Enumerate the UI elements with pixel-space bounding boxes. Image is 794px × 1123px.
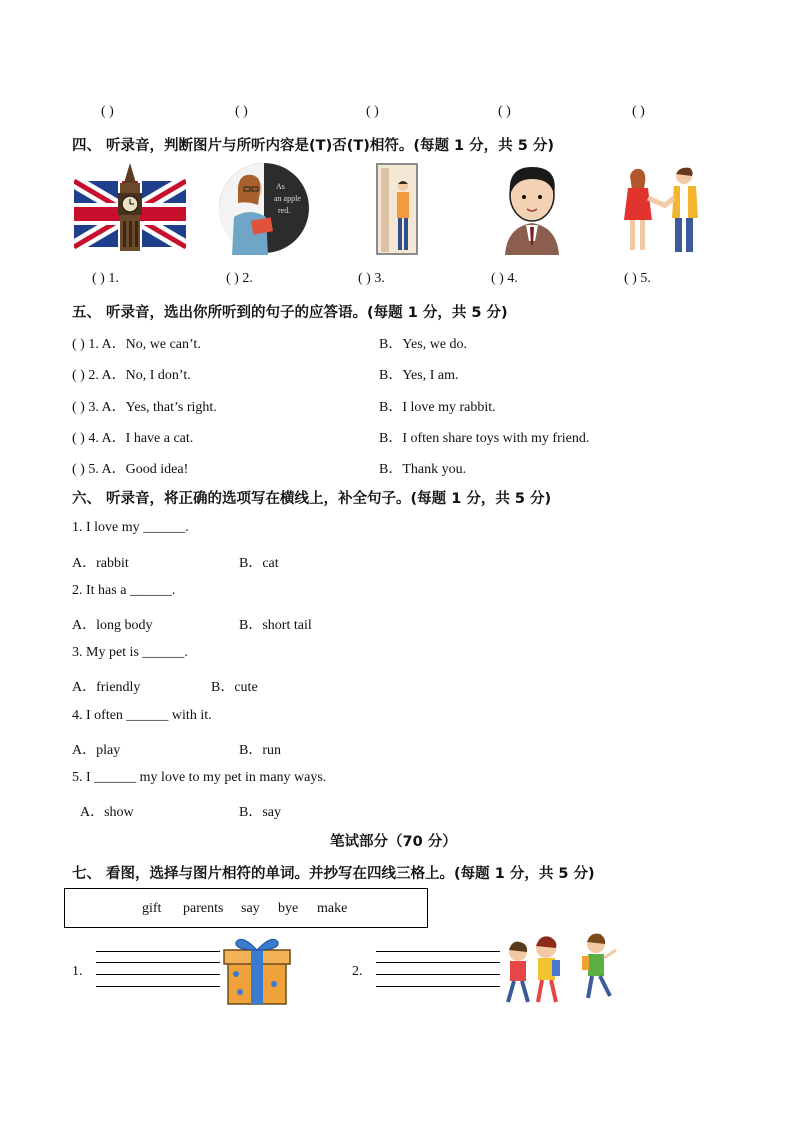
s5-item-4-question: ( ) 4. A．I have a cat. — [72, 431, 194, 446]
s5-item-2-option-b: B．Yes, I am. — [379, 368, 459, 383]
s6-option-a-5: A．show — [80, 805, 134, 820]
four-line-2a — [376, 951, 500, 952]
s6-sentence-5: 5. I ______ my love to my pet in many ways. — [72, 770, 327, 785]
s4-answer-4: ( ) 4. — [491, 271, 518, 286]
man-at-door-image — [375, 162, 419, 256]
s7-item-1-label: 1. — [72, 964, 83, 979]
s5-item-5-option-b: B．Thank you. — [379, 462, 467, 477]
teacher-image — [218, 161, 310, 255]
boy-in-suit-image — [499, 161, 565, 255]
section7-title: 七、 看图，选择与图片相符的单词。并抄写在四线三格上。(每题 1 分，共 5 分) — [72, 866, 595, 882]
s6-option-a-2: A．long body — [72, 618, 153, 633]
s5-item-2-question: ( ) 2. A．No, I don’t. — [72, 368, 191, 383]
board-text-2: an apple — [274, 194, 301, 203]
four-line-1b — [96, 962, 220, 963]
section5-title: 五、 听录音，选出你所听到的句子的应答语。(每题 1 分，共 5 分) — [72, 305, 508, 321]
word-bank-word-4: bye — [278, 901, 299, 916]
written-part-heading: 笔试部分（70 分） — [330, 834, 457, 850]
uk-flag-bigben-image — [74, 163, 186, 255]
top-paren-5: ( ) — [632, 104, 645, 119]
s6-option-b-5: B．say — [239, 805, 281, 820]
s5-item-3-option-b: B．I love my rabbit. — [379, 400, 496, 415]
s6-sentence-1: 1. I love my ______. — [72, 520, 189, 535]
board-text-3: red. — [278, 206, 291, 215]
s6-option-a-4: A．play — [72, 743, 121, 758]
s4-answer-3: ( ) 3. — [358, 271, 385, 286]
top-paren-1: ( ) — [101, 104, 114, 119]
word-bank-box — [64, 888, 428, 928]
s6-sentence-2: 2. It has a ______. — [72, 583, 176, 598]
s6-option-a-3: A．friendly — [72, 680, 141, 695]
s5-item-5-question: ( ) 5. A．Good idea! — [72, 462, 189, 477]
word-bank-word-3: say — [241, 901, 260, 916]
s4-answer-1: ( ) 1. — [92, 271, 119, 286]
s6-option-a-1: A．rabbit — [72, 556, 129, 571]
four-line-1c — [96, 974, 220, 975]
four-line-1d — [96, 986, 220, 987]
s5-item-3-question: ( ) 3. A．Yes, that’s right. — [72, 400, 217, 415]
gift-box-image — [222, 934, 292, 1006]
section6-title: 六、 听录音，将正确的选项写在横线上，补全句子。(每题 1 分，共 5 分) — [72, 491, 552, 507]
top-paren-4: ( ) — [498, 104, 511, 119]
s5-item-4-option-b: B．I often share toys with my friend. — [379, 431, 590, 446]
top-paren-3: ( ) — [366, 104, 379, 119]
s6-sentence-3: 3. My pet is ______. — [72, 645, 188, 660]
s4-answer-2: ( ) 2. — [226, 271, 253, 286]
four-line-2c — [376, 974, 500, 975]
top-paren-2: ( ) — [235, 104, 248, 119]
four-line-2b — [376, 962, 500, 963]
s7-item-2-label: 2. — [352, 964, 363, 979]
section4-title: 四、 听录音，判断图片与所听内容是(T)否(T)相符。(每题 1 分，共 5 分) — [72, 138, 554, 154]
s6-sentence-4: 4. I often ______ with it. — [72, 708, 212, 723]
four-line-2d — [376, 986, 500, 987]
handshake-image — [618, 166, 708, 256]
s6-option-b-3: B．cute — [211, 680, 258, 695]
word-bank-word-1: gift — [142, 901, 162, 916]
s5-item-1-question: ( ) 1. A．No, we can’t. — [72, 337, 201, 352]
word-bank-word-2: parents — [183, 901, 224, 916]
s6-option-b-4: B．run — [239, 743, 281, 758]
children-walking-image — [502, 932, 624, 1008]
s4-answer-5: ( ) 5. — [624, 271, 651, 286]
board-text-1: As — [276, 182, 285, 191]
s5-item-1-option-b: B．Yes, we do. — [379, 337, 468, 352]
s6-option-b-2: B．short tail — [239, 618, 312, 633]
s6-option-b-1: B．cat — [239, 556, 279, 571]
word-bank-word-5: make — [317, 901, 348, 916]
four-line-1a — [96, 951, 220, 952]
